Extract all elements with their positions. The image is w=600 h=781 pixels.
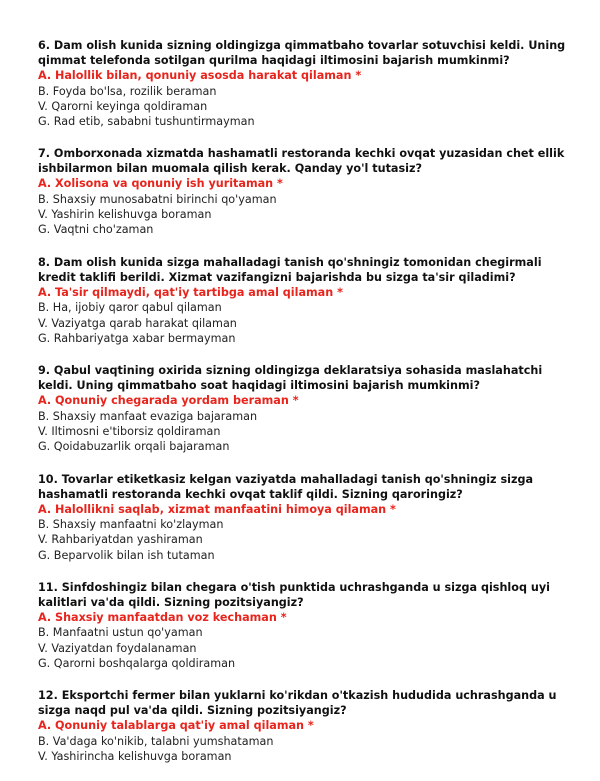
question-text: 11. Sinfdoshingiz bilan chegara o'tish punktida uchrashganda u sizga qishloq uyi kalitlari va'da qildi. Sizning pozitsiyangiz?: [38, 580, 550, 609]
answer-option: V. Vaziyatga qarab harakat qilaman: [38, 316, 237, 330]
correct-answer: A. Qonuniy chegarada yordam beraman *: [38, 394, 299, 408]
answer-option: V. Vaziyatdan foydalanaman: [38, 641, 197, 655]
answer-option: B. Ha, ijobiy qaror qabul qilaman: [38, 301, 222, 315]
answer-option: V. Iltimosni e'tiborsiz qoldiraman: [38, 424, 221, 438]
question-11: [38, 580, 578, 671]
question-text: 8. Dam olish kunida sizga mahalladagi tanish qo'shningiz tomonidan chegirmali kredit taklifi berildi. Xizmat vazifangizni bajarishda bu sizga ta'sir qiladimi?: [38, 255, 542, 284]
answer-option: B. Shaxsiy manfaatni ko'zlayman: [38, 518, 224, 532]
question-12: [38, 688, 578, 764]
correct-answer: A. Ta'sir qilmaydi, qat'iy tartibga amal qilaman *: [38, 285, 343, 299]
question-text: 9. Qabul vaqtining oxirida sizning oldingizga deklaratsiya sohasida maslahatchi keldi. Uning qimmatbaho soat haqidagi iltimosini bajarish mumkinmi?: [38, 364, 543, 393]
question-6: [38, 38, 578, 129]
correct-answer: A. Halollik bilan, qonuniy asosda harakat qilaman *: [38, 69, 362, 82]
question-8: [38, 255, 578, 346]
answer-option: B. Manfaatni ustun qo'yaman: [38, 626, 203, 640]
answer-option: B. Va'daga ko'nikib, talabni yumshataman: [38, 734, 274, 748]
answer-option: B. Shaxsiy manfaat evaziga bajaraman: [38, 409, 258, 423]
question-9: [38, 363, 578, 454]
question-7: [38, 146, 578, 237]
answer-option: V. Yashirin kelishuvga boraman: [38, 208, 212, 222]
question-10: [38, 472, 578, 563]
question-text: 12. Eksportchi fermer bilan yuklarni ko'rikdan o'tkazish hududida uchrashganda u sizga naqd pul va'da qildi. Sizning pozitsiyangiz?: [38, 689, 557, 718]
answer-option: G. Qoidabuzarlik orqali bajaraman: [38, 440, 230, 454]
answer-option: G. Vaqtni cho'zaman: [38, 223, 154, 237]
answer-option: V. Yashirincha kelishuvga boraman: [38, 750, 232, 764]
quiz-page: [38, 38, 578, 781]
correct-answer: A. Qonuniy talablarga qat'iy amal qilaman *: [38, 719, 314, 733]
correct-answer: A. Xolisona va qonuniy ish yuritaman *: [38, 177, 283, 191]
answer-option: G. Rad etib, sababni tushuntirmayman: [38, 115, 255, 129]
question-text: 7. Omborxonada xizmatda hashamatli restoranda kechki ovqat yuzasidan chet ellik ishbilarmon bilan muomala qilish kerak. Qanday yo'l tutasiz?: [38, 147, 565, 176]
answer-option: V. Qarorni keyinga qoldiraman: [38, 99, 208, 113]
answer-option: V. Rahbariyatdan yashiraman: [38, 533, 203, 547]
question-text: 6. Dam olish kunida sizning oldingizga qimmatbaho tovarlar sotuvchisi keldi. Uning qimmat telefonda sotilgan qurilma haqidagi iltimosini bajarish mumkinmi?: [38, 39, 566, 67]
answer-option: G. Rahbariyatga xabar bermayman: [38, 331, 236, 345]
correct-answer: A. Shaxsiy manfaatdan voz kechaman *: [38, 610, 287, 624]
correct-answer: A. Halollikni saqlab, xizmat manfaatini himoya qilaman *: [38, 502, 396, 516]
answer-option: G. Qarorni boshqalarga qoldiraman: [38, 657, 236, 671]
answer-option: B. Foyda bo'lsa, rozilik beraman: [38, 84, 217, 98]
answer-option: B. Shaxsiy munosabatni birinchi qo'yaman: [38, 192, 277, 206]
answer-option: G. Beparvolik bilan ish tutaman: [38, 548, 215, 562]
question-text: 10. Tovarlar etiketkasiz kelgan vaziyatda mahalladagi tanish qo'shningiz sizga hashamatli restoranda kechki ovqat taklif qildi. Sizning qaroringiz?: [38, 472, 534, 501]
